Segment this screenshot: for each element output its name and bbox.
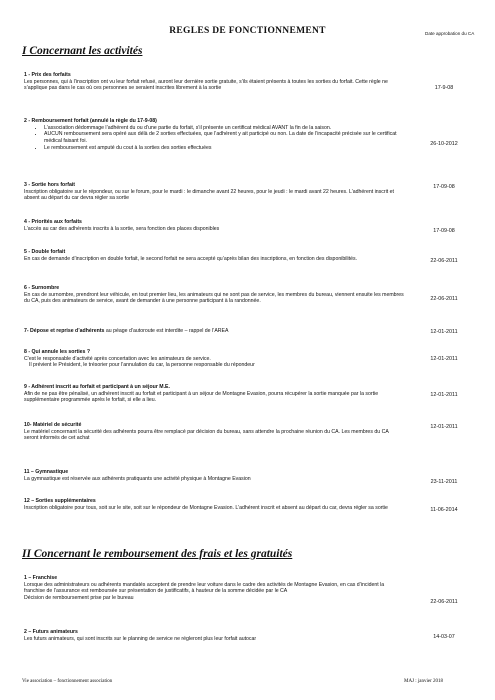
rule-item xyxy=(24,422,404,442)
rule-body: En cas de demande d’inscription en double forfait, le second forfait ne sera accepté qu’après bilan des inscriptions, en fonction des disponibilités. xyxy=(24,255,358,262)
rule-item xyxy=(24,349,404,369)
rule-heading: 6 - Surnombre xyxy=(24,285,60,291)
page-title: REGLES DE FONCTIONNEMENT xyxy=(169,26,326,36)
rule-body: L’accès au car des adhérents inscrits à la sortie, sera fonction des places disponibles xyxy=(24,225,220,232)
footer-right: MAJ : janvier 2018 xyxy=(404,679,444,684)
rule-date: 23-11-2011 xyxy=(430,479,458,485)
rule-heading: 2 – Futurs animateurs xyxy=(24,629,78,635)
rule-item xyxy=(24,498,404,511)
rule-heading: 9 - Adhérent inscrit au forfait et participant à un séjour M.E. xyxy=(24,384,170,390)
rule-body: Afin de ne pas être pénalisé, un adhérent inscrit au forfait et participant à un séjour de Montagne Evasion, pourra récupérer la sortie manquée par la sortie supplémentaire programmée après le forfait, si elle a lieu. xyxy=(24,390,379,404)
section-title-expenses: II Concernant le remboursement des frais et les gratuités xyxy=(22,548,293,560)
rule-date: 12-01-2011 xyxy=(430,329,458,335)
rule-body: Lorsque des administrateurs ou adhérents mandatés acceptent de prendre leur voiture dans le cadre des activités de Montagne Evasion, en cas d’incident la franchise de l’assurance est remboursée sur présentation de justificatifs, à hauteur de la somme décidée par le CA xyxy=(24,581,385,595)
rule-item xyxy=(24,118,404,152)
rule-body: Inscription obligatoire sur le répondeur, ou sur le forum, pour le mardi : le dimanche avant 22 heures, pour le jeudi : le mardi avant 22 heures. L’adhérent inscrit et absent au départ du car devra régler sa sortie xyxy=(24,188,394,202)
rule-date: 22-06-2011 xyxy=(430,296,458,302)
rule-body: Les personnes, qui à l’inscription ont vu leur forfait refusé, auront leur dernière sortie gratuite, s’ils étaient présents à toutes les sorties du forfait. Cette règle ne s’applique pas dans le cas où ces personnes se seraient inscrites librement à la sortie xyxy=(24,78,388,92)
rule-body: La gymnastique est réservée aux adhérents pratiquants une activité physique à Montagne Evasion xyxy=(24,475,251,482)
rule-heading: 7- Dépose et reprise d’adhérents xyxy=(24,328,105,334)
rule-body: En cas de surnombre, prendront leur véhicule, en tout premier lieu, les animateurs qui ne sont pas de service, les membres du bureau, viennent ensuite les membres du CA, puis des animateurs de service, avant de demander à une personne participant à la randonnée. xyxy=(24,291,404,305)
rule-item xyxy=(24,249,404,262)
rule-date: 22-06-2011 xyxy=(430,599,458,605)
rule-body: Le matériel concernant la sécurité des adhérents pourra être remplacé par décision du bureau, sans attendre la prochaine réunion du CA. Les membres du CA seront informés de cet achat xyxy=(24,428,389,442)
rule-date: 17-09-08 xyxy=(433,184,455,190)
rule-heading: 1 – Franchise xyxy=(24,575,58,581)
rule-item xyxy=(24,182,404,202)
rule-date: 12-01-2011 xyxy=(430,356,458,362)
rule-heading: 12 – Sorties supplémentaires xyxy=(24,498,96,504)
rule-item xyxy=(24,384,404,404)
footer-left: Vie association – fonctionnement association xyxy=(22,679,113,684)
rule-item xyxy=(24,575,404,602)
list-item: • Le remboursement est amputé du cout à la sorties des sorties effectuées xyxy=(44,145,404,152)
rule-heading: 5 - Double forfait xyxy=(24,249,66,255)
rule-body: C’est le responsable d’activité après concertation avec les animateurs de service. xyxy=(24,355,211,362)
list-item: • L’association dédommage l’adhérent du ou d’une partie du forfait, s’il présente un certificat médical AVANT la fin de la saison. xyxy=(44,125,404,132)
rule-heading: 11 – Gymnastique xyxy=(24,469,69,475)
rule-heading: 8 - Qui annule les sorties ? xyxy=(24,349,91,355)
rule-date: 22-06-2011 xyxy=(430,258,458,264)
rule-heading: 4 - Priorités aux forfaits xyxy=(24,219,82,225)
rule-heading: 10- Matériel de sécurité xyxy=(24,422,82,428)
rule-item xyxy=(24,285,404,305)
rule-item xyxy=(24,219,404,232)
rule-item xyxy=(24,629,404,642)
rule-body: Les futurs animateurs, qui sont inscrits sur le planning de service ne régleront plus leur forfait autocar xyxy=(24,635,257,642)
rule-body-note: Il prévient le Président, le trésorier pour l’annulation du car, la personne responsable du répondeur xyxy=(29,362,255,369)
section-title-activities: I Concernant les activités xyxy=(22,45,143,57)
rule-body: au péage d’autoroute est interdite – rappel de l’AREA xyxy=(104,328,229,334)
rule-item xyxy=(24,469,404,482)
rule-bullet-list xyxy=(24,125,404,152)
rule-heading: 3 - Sortie hors forfait xyxy=(24,182,76,188)
rule-date: 14-03-07 xyxy=(433,634,455,640)
rule-date: 26-10-2012 xyxy=(430,141,458,147)
rule-date: 12-01-2011 xyxy=(430,424,458,430)
rule-body: Inscription obligatoire pour tous, soit sur le site, soit sur le répondeur de Montagne Evasion. L’adhérent inscrit et absent au départ du car, devra régler sa sortie xyxy=(24,504,388,511)
rule-date: 11-06-2014 xyxy=(430,507,458,513)
rule-body-note: Décision de remboursement prise par le bureau xyxy=(24,595,134,602)
rule-item xyxy=(24,72,404,92)
rule-date: 17-09-08 xyxy=(433,228,455,234)
rule-heading: 1 - Prix des forfaits xyxy=(24,72,71,78)
rule-date: 17-9-08 xyxy=(434,85,454,91)
rule-heading: 2 - Remboursement forfait (annulé la règle du 17-9-08) xyxy=(24,118,157,124)
approval-date-header: Date approbation du CA xyxy=(425,31,475,36)
rule-item xyxy=(24,328,404,335)
list-item: • AUCUN remboursement sera opéré aux délà de 2 sorties effectuées, que l’adhérent y ait participé ou non. La date de l’incapacité précisée sur le certificat médical faisant foi. xyxy=(44,131,404,144)
rule-date: 12-01-2011 xyxy=(430,392,458,398)
